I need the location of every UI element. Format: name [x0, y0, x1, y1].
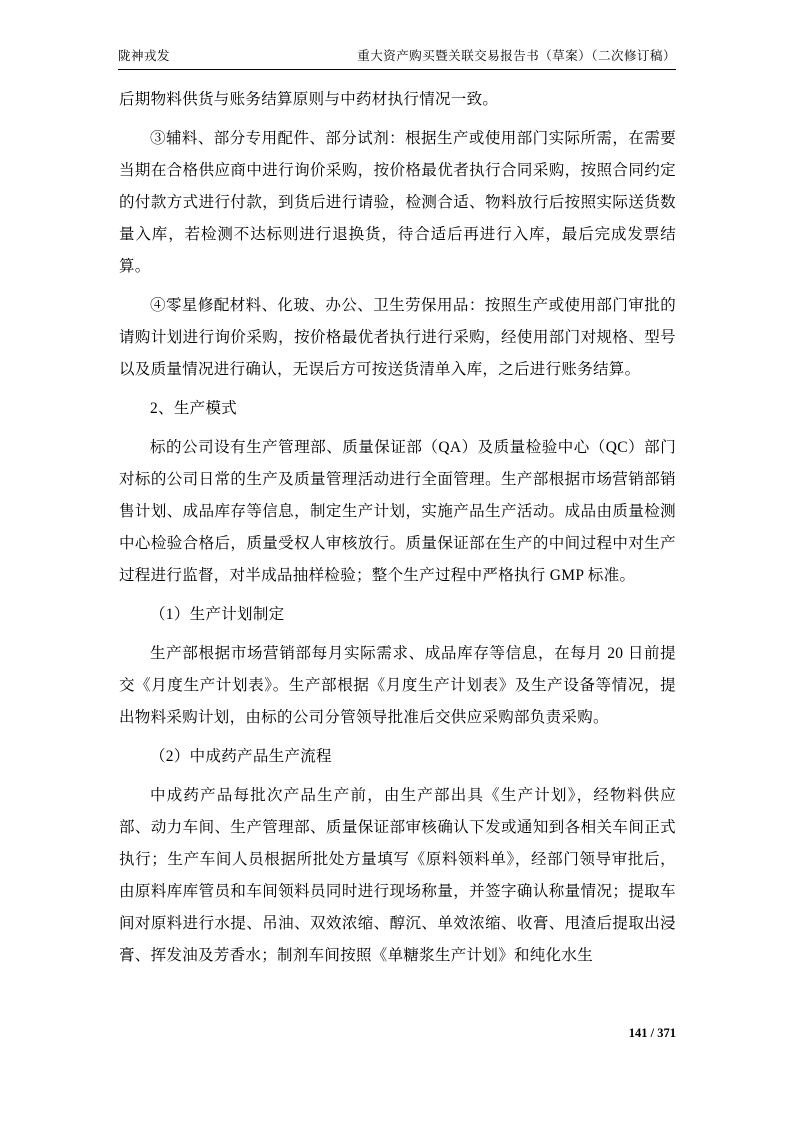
subsection-heading-production-plan: （1）生产计划制定	[150, 606, 285, 623]
document-body	[119, 84, 676, 979]
paragraph-production-management: 标的公司设有生产管理部、质量保证部（QA）及质量检验中心（QC）部门对标的公司日常的生产及质量管理活动进行全面管理。生产部根据市场营销部销售计划、成品库存等信息，制定生产计划，实施产品生产活动。成品由质量检测中心检验合格后，质量受权人审核放行。质量保证部在生产的中间过程中对生产过程进行监督，对半成品抽样检验；整个生产过程中严格执行 GMP 标准。	[119, 439, 676, 584]
page-number: 141 / 371	[628, 1026, 676, 1040]
paragraph-continuation: 后期物料供货与账务结算原则与中药材执行情况一致。	[119, 91, 499, 108]
paragraph-auxiliary-materials: ③辅料、部分专用配件、部分试剂：根据生产或使用部门实际所需，在需要当期在合格供应商中进行询价采购，按价格最优者执行合同采购，按照合同约定的付款方式进行付款，到货后进行请验，检测合适、物料放行后按照实际送货数量入库，若检测不达标则进行退换货，待合适后再进行入库，最后完成发票结算。	[119, 130, 676, 275]
page-footer	[119, 1026, 676, 1041]
page-header	[118, 46, 676, 70]
subsection-heading-tcm-process: （2）中成药产品生产流程	[150, 748, 332, 765]
header-document-title: 重大资产购买暨关联交易报告书（草案）（二次修订稿）	[357, 49, 676, 63]
section-heading-production-mode: 2、生产模式	[150, 400, 238, 417]
paragraph-misc-supplies: ④零星修配材料、化玻、办公、卫生劳保用品：按照生产或使用部门审批的请购计划进行询价采购，按价格最优者执行进行采购，经使用部门对规格、型号以及质量情况进行确认，无误后方可按送货清单入库，之后进行账务结算。	[119, 297, 676, 378]
header-company-name: 陇神戎发	[118, 49, 171, 63]
paragraph-production-plan-detail: 生产部根据市场营销部每月实际需求、成品库存等信息，在每月 20 日前提交《月度生产计划表》。生产部根据《月度生产计划表》及生产设备等情况，提出物料采购计划，由标的公司分管领导批准后交供应采购部负责采购。	[119, 645, 676, 726]
paragraph-tcm-process-detail: 中成药产品每批次产品生产前，由生产部出具《生产计划》，经物料供应部、动力车间、生产管理部、质量保证部审核确认下发或通知到各相关车间正式执行；生产车间人员根据所批处方量填写《原料领料单》，经部门领导审批后，由原料库库管员和车间领料员同时进行现场称量，并签字确认称量情况；提取车间对原料进行水提、吊油、双效浓缩、醇沉、单效浓缩、收膏、甩渣后提取出浸膏、挥发油及芳香水；制剂车间按照《单糖浆生产计划》和纯化水生	[119, 787, 676, 964]
